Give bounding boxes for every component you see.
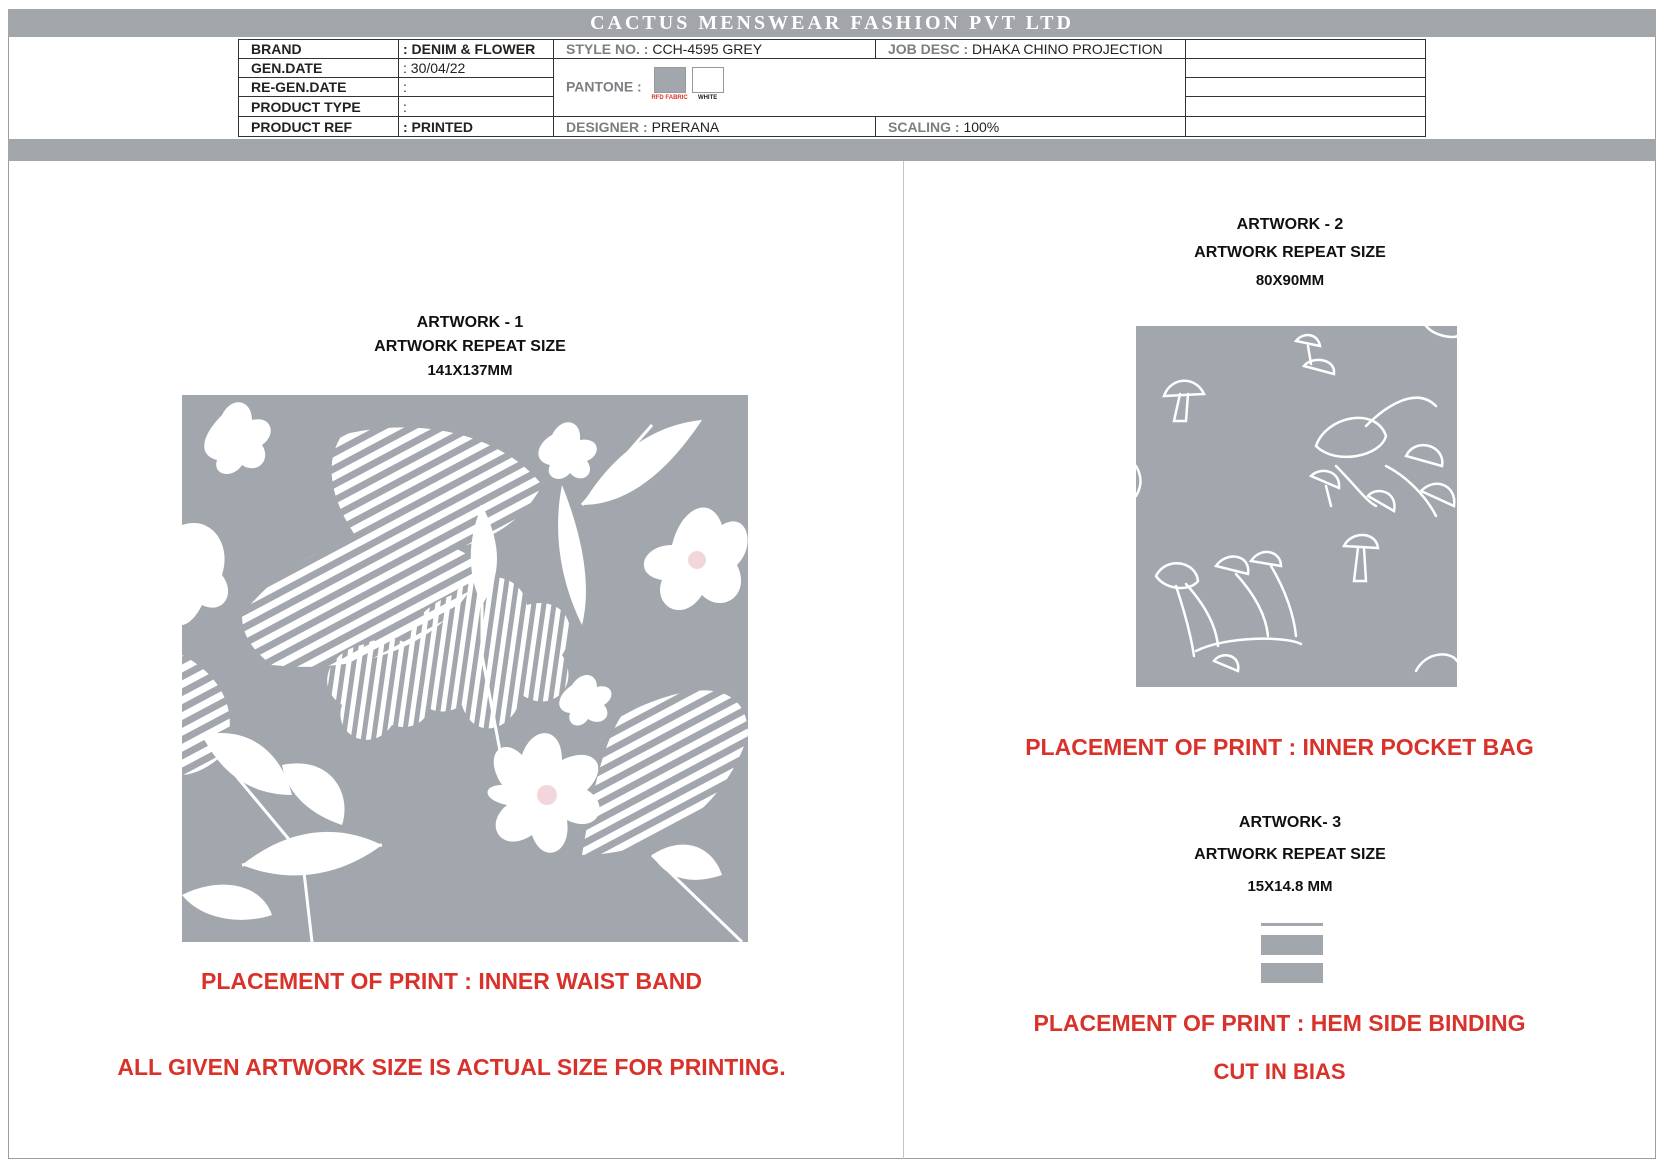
- artwork1-size: 141X137MM: [427, 362, 513, 379]
- swatch-rfd-fabric: [651, 67, 688, 109]
- artwork2-placement: PLACEMENT OF PRINT : INNER POCKET BAG: [1025, 734, 1534, 760]
- job-value: DHAKA CHINO PROJECTION: [972, 41, 1163, 57]
- swatch-caption: WHITE: [697, 94, 718, 101]
- artwork3-size: 15X14.8 MM: [1247, 878, 1333, 895]
- artwork-size-note: ALL GIVEN ARTWORK SIZE IS ACTUAL SIZE FOR PRINTING.: [117, 1054, 786, 1080]
- swatch-caption: RFD FABRIC: [651, 94, 688, 101]
- empty-cell: [1186, 78, 1426, 97]
- spec-header-table: [238, 39, 1426, 137]
- artwork1-heading: [340, 315, 600, 378]
- pantone-swatches: [651, 67, 724, 109]
- scaling-label: SCALING :: [888, 118, 960, 135]
- designer-value: PRERANA: [651, 118, 720, 135]
- artwork2-subtitle: ARTWORK REPEAT SIZE: [1194, 244, 1386, 261]
- product-ref-label: PRODUCT REF: [239, 117, 399, 137]
- regen-date-value: :: [399, 78, 554, 97]
- job-label: JOB DESC :: [888, 41, 969, 57]
- artwork1-subtitle: ARTWORK REPEAT SIZE: [374, 338, 566, 355]
- swatch-white: [692, 67, 724, 109]
- gen-date-value: : 30/04/22: [399, 59, 554, 78]
- artwork2-mushroom-print: [1136, 326, 1457, 687]
- scaling-value: 100%: [963, 118, 1000, 135]
- style-label: STYLE NO. :: [566, 41, 649, 57]
- product-type-value: :: [399, 97, 554, 117]
- artwork3-subtitle: ARTWORK REPEAT SIZE: [1194, 846, 1386, 863]
- artwork3-heading: [1160, 815, 1420, 894]
- gen-date-label: GEN.DATE: [239, 59, 399, 78]
- brand-label: BRAND: [239, 40, 399, 59]
- swatch-chip: [654, 67, 686, 93]
- section-bar: [8, 139, 1656, 161]
- job-cell: [876, 40, 1186, 59]
- artwork1-placement: PLACEMENT OF PRINT : INNER WAIST BAND: [201, 968, 702, 994]
- empty-cell: [1186, 117, 1426, 137]
- product-ref-value: : PRINTED: [399, 117, 554, 137]
- pantone-cell: [554, 59, 1186, 117]
- artwork3-title: ARTWORK- 3: [1238, 814, 1342, 831]
- style-value: CCH-4595 GREY: [652, 41, 763, 57]
- artwork2-heading: [1160, 217, 1420, 288]
- pantone-label: PANTONE :: [566, 78, 642, 95]
- designer-label: DESIGNER :: [566, 118, 648, 135]
- artwork3-stripe-print: [1261, 923, 1323, 983]
- artwork3-placement: PLACEMENT OF PRINT : HEM SIDE BINDING: [1033, 1010, 1526, 1036]
- company-name: CACTUS MENSWEAR FASHION PVT LTD: [590, 12, 1074, 34]
- title-bar: [8, 9, 1656, 37]
- designer-cell: [554, 117, 876, 137]
- style-cell: [554, 40, 876, 59]
- brand-value: : DENIM & FLOWER: [399, 40, 554, 59]
- regen-date-label: RE-GEN.DATE: [239, 78, 399, 97]
- cut-in-bias-note: CUT IN BIAS: [1213, 1059, 1346, 1084]
- artwork2-title: ARTWORK - 2: [1236, 216, 1344, 233]
- scaling-cell: [876, 117, 1186, 137]
- empty-cell: [1186, 59, 1426, 78]
- swatch-chip: [692, 67, 724, 93]
- product-type-label: PRODUCT TYPE: [239, 97, 399, 117]
- empty-cell: [1186, 40, 1426, 59]
- artwork1-tropical-print: [182, 395, 748, 942]
- artwork2-size: 80X90MM: [1255, 272, 1325, 289]
- empty-cell: [1186, 97, 1426, 117]
- artwork1-title: ARTWORK - 1: [416, 314, 524, 331]
